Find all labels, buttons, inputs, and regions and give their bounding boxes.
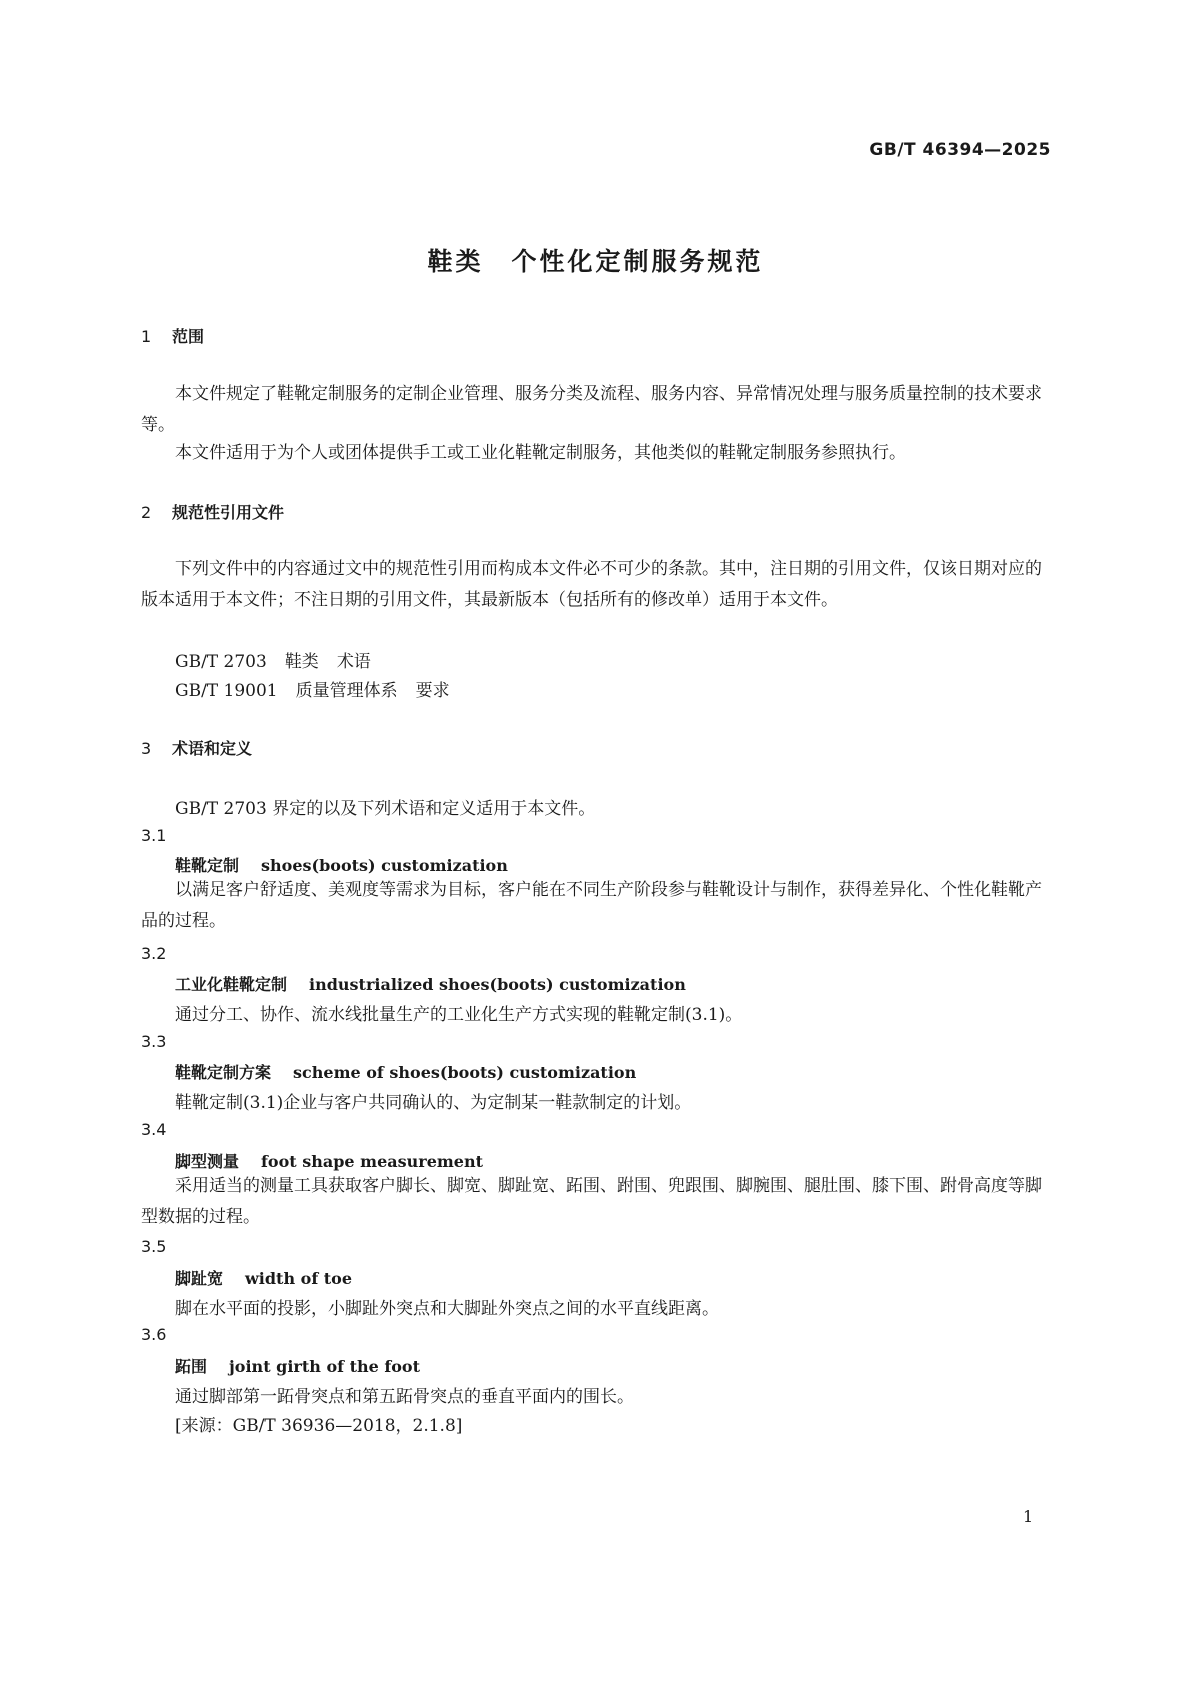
term-number: 3.1 (141, 826, 167, 845)
reference-code: GB/T 2703 (175, 652, 267, 672)
terms-intro: GB/T 2703 界定的以及下列术语和定义适用于本文件。 (175, 799, 596, 819)
title-part-2: 个性化定制服务规范 (511, 247, 764, 276)
term-heading (175, 853, 508, 876)
term-en: industrialized shoes(boots) customization (309, 975, 686, 994)
page-title (0, 242, 1191, 278)
section-heading-terms-definitions (141, 736, 252, 759)
term-source: [来源：GB/T 36936—2018，2.1.8] (175, 1416, 463, 1436)
term-definition: 通过脚部第一跖骨突点和第五跖骨突点的垂直平面内的围长。 (175, 1387, 634, 1407)
document-id: GB/T 46394—2025 (869, 140, 1051, 160)
term-heading (175, 1060, 636, 1083)
title-part-1: 鞋类 (427, 247, 484, 276)
term-heading (175, 972, 686, 995)
term-heading (175, 1266, 352, 1289)
section-heading-normative-references (141, 500, 284, 523)
references-paragraph: 下列文件中的内容通过文中的规范性引用而构成本文件必不可少的条款。其中，注日期的引用文件，仅该日期对应的版本适用于本文件；不注日期的引用文件，其最新版本（包括所有的修改单）适用于本文件。 (141, 559, 1042, 610)
reference-title-a: 鞋类 (284, 652, 319, 672)
scope-paragraph-2: 本文件适用于为个人或团体提供手工或工业化鞋靴定制服务，其他类似的鞋靴定制服务参照执行。 (175, 443, 906, 463)
term-definition: 以满足客户舒适度、美观度等需求为目标，客户能在不同生产阶段参与鞋靴设计与制作，获得差异化、个性化鞋靴产品的过程。 (141, 880, 1042, 931)
term-en: foot shape measurement (261, 1152, 484, 1171)
term-heading (175, 1354, 420, 1377)
section-number: 1 (141, 327, 152, 346)
reference-item (175, 676, 450, 701)
term-zh: 脚型测量 (175, 1152, 240, 1171)
term-zh: 脚趾宽 (175, 1269, 224, 1288)
term-number: 3.3 (141, 1032, 167, 1051)
reference-item (175, 647, 371, 672)
term-en: width of toe (245, 1269, 353, 1288)
term-zh: 工业化鞋靴定制 (175, 975, 288, 994)
term-zh: 跖围 (175, 1357, 208, 1376)
term-number: 3.6 (141, 1325, 167, 1344)
term-definition: 鞋靴定制(3.1)企业与客户共同确认的、为定制某一鞋款制定的计划。 (175, 1093, 692, 1113)
section-title: 范围 (172, 327, 205, 346)
term-number: 3.5 (141, 1237, 167, 1256)
reference-title-a: 质量管理体系 (295, 681, 398, 701)
term-en: shoes(boots) customization (261, 856, 508, 875)
term-en: scheme of shoes(boots) customization (293, 1063, 637, 1082)
term-number: 3.2 (141, 944, 167, 963)
term-zh: 鞋靴定制方案 (175, 1063, 272, 1082)
term-heading (175, 1149, 483, 1172)
section-number: 2 (141, 503, 152, 522)
section-title: 规范性引用文件 (172, 503, 285, 522)
scope-paragraph-1: 本文件规定了鞋靴定制服务的定制企业管理、服务分类及流程、服务内容、异常情况处理与服务质量控制的技术要求等。 (141, 384, 1042, 435)
term-number: 3.4 (141, 1120, 167, 1139)
term-en: joint girth of the foot (229, 1357, 420, 1376)
term-definition: 通过分工、协作、流水线批量生产的工业化生产方式实现的鞋靴定制(3.1)。 (175, 1005, 743, 1025)
reference-code: GB/T 19001 (175, 681, 278, 701)
term-definition: 采用适当的测量工具获取客户脚长、脚宽、脚趾宽、跖围、跗围、兜跟围、脚腕围、腿肚围、膝下围、跗骨高度等脚型数据的过程。 (141, 1176, 1042, 1227)
term-zh: 鞋靴定制 (175, 856, 240, 875)
section-number: 3 (141, 739, 152, 758)
reference-title-b: 术语 (336, 652, 371, 672)
section-heading-scope (141, 324, 204, 347)
page-number: 1 (1023, 1507, 1034, 1526)
section-title: 术语和定义 (172, 739, 253, 758)
term-definition: 脚在水平面的投影，小脚趾外突点和大脚趾外突点之间的水平直线距离。 (175, 1299, 719, 1319)
reference-title-b: 要求 (415, 681, 450, 701)
